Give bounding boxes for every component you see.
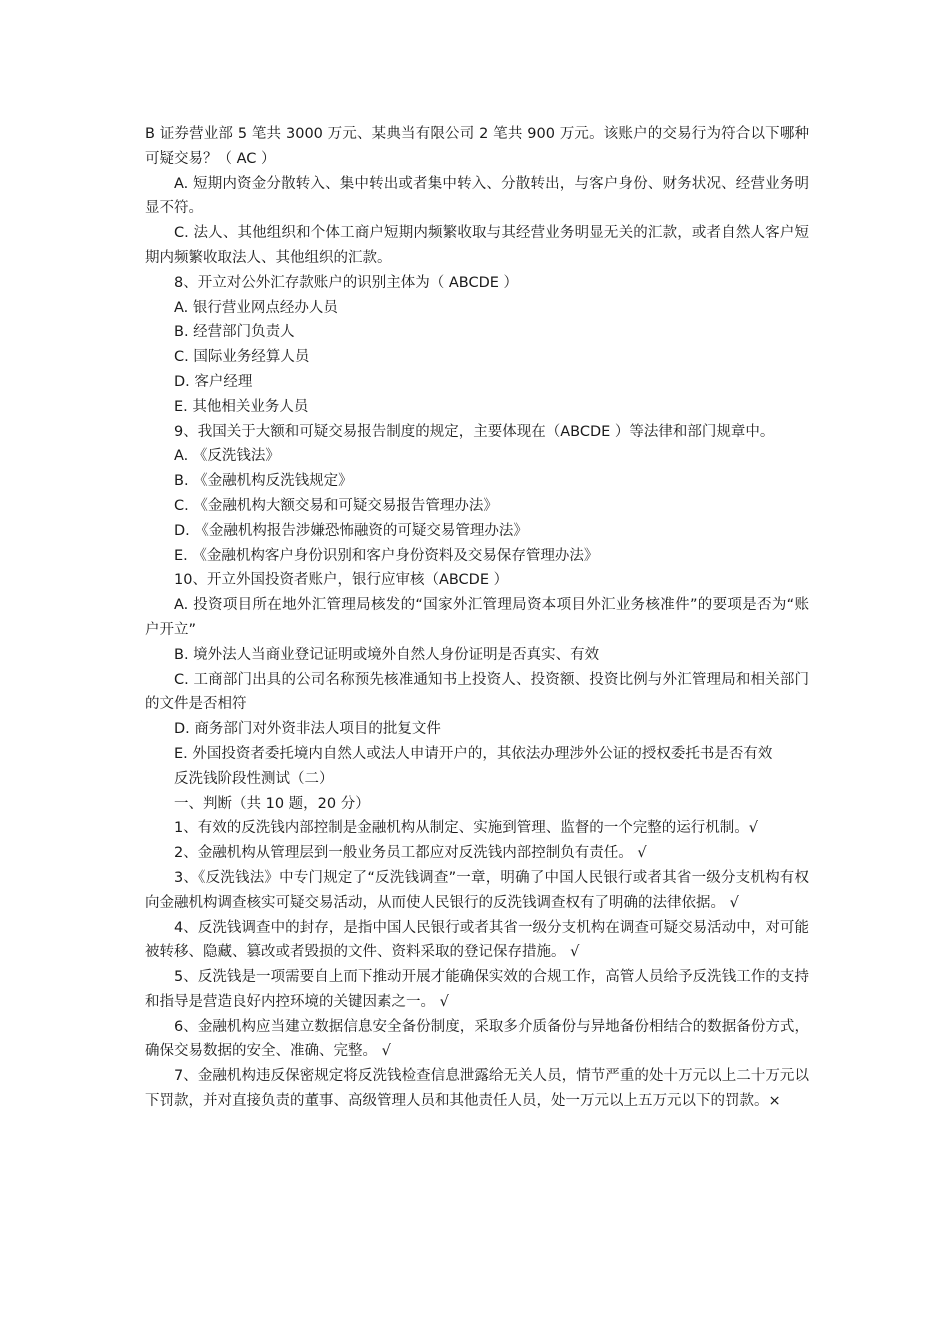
paragraph-continuation: B 证券营业部 5 笔共 3000 万元、某典当有限公司 2 笔共 900 万元。该账户的交易行为符合以下哪种可疑交易？（ AC ） (145, 126, 809, 167)
document-page (145, 122, 809, 1114)
judgment-item-6: 6、金融机构应当建立数据信息安全备份制度，采取多介质备份与异地备份相结合的数据备份方式，确保交易数据的安全、准确、完整。 √ (145, 1018, 809, 1060)
q10-option-a: A. 投资项目所在地外汇管理局核发的“国家外汇管理局资本项目外汇业务核准件”的要项是否为“账户开立” (145, 597, 809, 638)
option-a: A. 短期内资金分散转入、集中转出或者集中转入、分散转出，与客户身份、财务状况、经营业务明显不符。 (145, 175, 809, 217)
q9-option-c: C. 《金融机构大额交易和可疑交易报告管理办法》 (174, 497, 498, 514)
q8-option-d: D. 客户经理 (174, 373, 253, 390)
q9-option-a: A. 《反洗钱法》 (174, 448, 280, 465)
section-heading-judgment: 一、判断（共 10 题，20 分） (174, 795, 370, 812)
q8-option-a: A. 银行营业网点经办人员 (174, 299, 338, 316)
question-8: 8、开立对公外汇存款账户的识别主体为（ ABCDE ） (174, 274, 519, 291)
q10-option-e: E. 外国投资者委托境内自然人或法人申请开户的，其依法办理涉外公证的授权委托书是否有效 (174, 745, 773, 762)
option-c: C. 法人、其他组织和个体工商户短期内频繁收取与其经营业务明显无关的汇款，或者自然人客户短期内频繁收取法人、其他组织的汇款。 (145, 225, 809, 266)
question-10: 10、开立外国投资者账户，银行应审核（ABCDE ） (174, 572, 509, 589)
judgment-item-3: 3、《反洗钱法》中专门规定了“反洗钱调查”一章，明确了中国人民银行或者其省一级分支机构有权向金融机构调查核实可疑交易活动，从而使人民银行的反洗钱调查权有了明确的法律依据。 √ (145, 869, 809, 911)
question-9: 9、我国关于大额和可疑交易报告制度的规定，主要体现在（ABCDE ）等法律和部门规章中。 (174, 423, 775, 440)
q10-option-c: C. 工商部门出具的公司名称预先核准通知书上投资人、投资额、投资比例与外汇管理局和相关部门的文件是否相符 (145, 671, 809, 713)
q8-option-b: B. 经营部门负责人 (174, 324, 295, 341)
section-title: 反洗钱阶段性测试（二） (174, 770, 334, 787)
q10-option-d: D. 商务部门对外资非法人项目的批复文件 (174, 721, 441, 738)
q8-option-c: C. 国际业务经算人员 (174, 349, 310, 366)
q9-option-d: D. 《金融机构报告涉嫌恐怖融资的可疑交易管理办法》 (174, 522, 528, 539)
judgment-item-1: 1、有效的反洗钱内部控制是金融机构从制定、实施到管理、监督的一个完整的运行机制。√ (174, 820, 758, 837)
judgment-item-2: 2、金融机构从管理层到一般业务员工都应对反洗钱内部控制负有责任。 √ (174, 845, 647, 862)
q8-option-e: E. 其他相关业务人员 (174, 398, 309, 415)
q9-option-b: B. 《金融机构反洗钱规定》 (174, 473, 353, 490)
judgment-item-4: 4、反洗钱调查中的封存，是指中国人民银行或者其省一级分支机构在调查可疑交易活动中，对可能被转移、隐藏、篡改或者毁损的文件、资料采取的登记保存措施。 √ (145, 919, 809, 961)
judgment-item-5: 5、反洗钱是一项需要自上而下推动开展才能确保实效的合规工作，高管人员给予反洗钱工作的支持和指导是营造良好内控环境的关键因素之一。 √ (145, 969, 809, 1010)
q10-option-b: B. 境外法人当商业登记证明或境外自然人身份证明是否真实、有效 (174, 646, 600, 663)
q9-option-e: E. 《金融机构客户身份识别和客户身份资料及交易保存管理办法》 (174, 547, 599, 564)
judgment-item-7: 7、金融机构违反保密规定将反洗钱检查信息泄露给无关人员，情节严重的处十万元以上二十万元以下罚款，并对直接负责的董事、高级管理人员和其他责任人员，处一万元以上五万元以下的罚款。× (145, 1068, 809, 1110)
